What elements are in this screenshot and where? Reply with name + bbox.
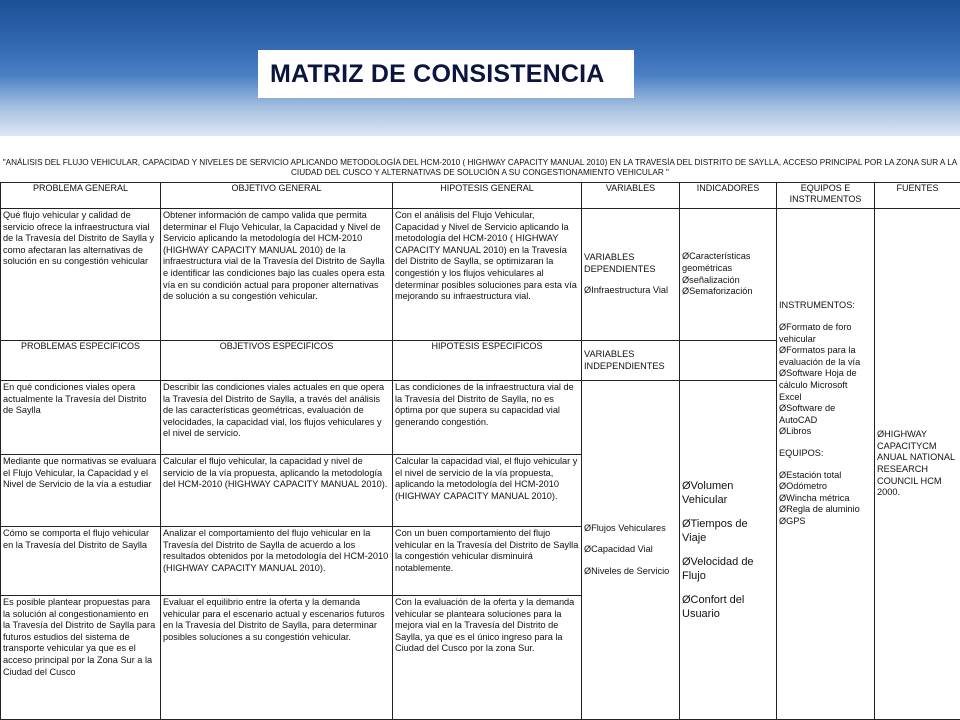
header-objetivos-especificos: OBJETIVOS ESPECIFICOS [161,341,393,381]
spec-problema: En qué condiciones viales opera actualmente la Travesía del Distrito de Saylla [1,381,161,455]
header-problema: PROBLEMA GENERAL [1,183,161,209]
equip-item: ØEstación total [779,469,842,480]
page-title: MATRIZ DE CONSISTENCIA [270,60,605,88]
header-var-indep: VARIABLES INDEPENDIENTES [582,341,680,381]
instr-item: ØSoftware de AutoCAD [779,403,836,425]
header-problemas-especificos: PROBLEMAS ESPECIFICOS [1,341,161,381]
spec-objetivo: Describir las condiciones viales actuales en que opera la Travesía del Distrito de Saylla, a través del análisis de las características geométricas, evaluación de velocidades, la capacidad vial, los flujos vehiculares y el nivel de servicio. [161,381,393,455]
instr-item: ØLibros [779,426,812,437]
spec-hipotesis: Las condiciones de la infraestructura vial de la Travesía del Distrito de Saylla, no es óptima por que supera su capacidad vial generando congestión. [393,381,582,455]
subtitle: "ANÁLISIS DEL FLUJO VEHICULAR, CAPACIDAD Y NIVELES DE SERVICIO APLICANDO METODOLOGÍA DEL HCM-2010 ( HIGHWAY CAPACITY MANUAL 2010) EN LA TRAVESÍA DEL DISTRITO DE SAYLLA, ACCESO PRINCIPAL POR LA ZONA SUR A LA CIUDAD DEL CUSCO Y ALTERNATIVAS DE SOLUCIÓN A SU CONGESTIONAMIENTO VEHICULAR " [2,158,958,177]
spec-objetivo: Calcular el flujo vehicular, la capacidad y nivel de servicio de la vía propuesta, aplicando la metodología del HCM-2010 (HIGHWAY CAPACITY MANUAL 2010). [161,455,393,527]
indicador-item: Øseñalización [682,274,740,285]
instr-item: ØFormato de foro vehicular [779,322,852,344]
fuentes-cell: ØHIGHWAY CAPACITYCM ANUAL NATIONAL RESEARCH COUNCIL HCM 2000. [875,209,960,720]
spec-indicador-item: ØTiempos de Viaje [682,518,748,544]
header-row [1,183,960,209]
general-row [1,209,960,341]
spec-problema: Es posible plantear propuestas para la solución al congestionamiento en la Travesía del Distrito de Saylla para futuros estudios del sistema de transporte vehicular ya que es el acceso principal por la Zona Sur a la Ciudad del Cusco [1,596,161,720]
spec-objetivo: Evaluar el equilibrio entre la oferta y la demanda vehicular para el escenario actual y escenarios futuros en la Travesía del Distrito de Saylla, para determinar posibles soluciones a su congestión vehicular. [161,596,393,720]
header-variables: VARIABLES [582,183,680,209]
spec-objetivo: Analizar el comportamiento del flujo vehicular en la Travesía del Distrito de Saylla de acuerdo a los resultados obtenidos por la metodología del HCM-2010 (HIGHWAY CAPACITY MANUAL 2010). [161,527,393,596]
var-dep-title: VARIABLES DEPENDIENTES [584,252,656,274]
spec-indicador-item: ØConfort del Usuario [682,594,745,620]
instr-item: ØSoftware Hoja de cálculo Microsoft Excel [779,368,857,402]
spec-variables [582,381,680,720]
equip-item: ØOdómetro [779,481,827,492]
header-indicadores: INDICADORES [680,183,777,209]
spec-hipotesis: Con un buen comportamiento del flujo vehicular en la Travesía del Distrito de Saylla la congestión vehicular disminuirá notablemente. [393,527,582,596]
general-indicadores [680,209,777,341]
header-hipotesis-especificos: HIPOTESIS ESPECIFICOS [393,341,582,381]
general-hipotesis: Con el análisis del Flujo Vehicular, Capacidad y Nivel de Servicio aplicando la metodología del HCM-2010 ( HIGHWAY CAPACITY MANUAL 2010) en la Travesía del Distrito de Saylla, se optimizaran la congestión y los flujos vehiculares al determinar posibles soluciones para esta vía mejorando su infraestructura vial. [393,209,582,341]
equipos-cell [777,209,875,720]
spec-hipotesis: Calcular la capacidad vial, el flujo vehicular y el nivel de servicio de la vía propuesta, aplicando la metodología del HCM-2010 (HIGHWAY CAPACITY MANUAL 2010). [393,455,582,527]
equip-item: ØWincha métrica [779,492,850,503]
indicador-item: ØSemaforización [682,286,753,297]
indicador-item: ØCaracterísticas geométricas [682,251,751,273]
header-objetivo: OBJETIVO GENERAL [161,183,393,209]
spec-indicadores [680,381,777,720]
general-problema: Qué flujo vehicular y calidad de servicio ofrece la infraestructura vial de la Travesía del Distrito de Saylla y como afectaran las alternativas de solución en su congestión vehicular [1,209,161,341]
spec-var-item: ØCapacidad Vial [584,544,653,555]
header-fuentes: FUENTES [875,183,960,209]
var-dep-item: ØInfraestructura Vial [584,285,669,296]
title-box [258,50,634,98]
spec-var-item: ØNiveles de Servicio [584,565,670,576]
header-hipotesis: HIPOTESIS GENERAL [393,183,582,209]
spec-problema: Mediante que normativas se evaluara el Flujo Vehicular, la Capacidad y el Nivel de Servicio de la vía a estudiar [1,455,161,527]
header-equipos: EQUIPOS E INSTRUMENTOS [777,183,875,209]
spec-hipotesis: Con la evaluación de la oferta y la demanda vehicular se planteara soluciones para la mejora vial en la Travesía del Distrito de Saylla, ya que es el único ingreso para la Ciudad del Cusco por la zona Sur. [393,596,582,720]
equip-title: EQUIPOS: [779,447,824,458]
instr-item: ØFormatos para la evaluación de la vía [779,345,861,367]
instr-title: INSTRUMENTOS: [779,300,855,311]
spec-indicador-item: ØVolumen Vehicular [682,480,734,506]
consistency-matrix [0,182,960,720]
general-objetivo: Obtener información de campo valida que permita determinar el Flujo Vehicular, la Capacidad y Nivel de Servicio aplicando la metodología del HCM-2010 (HIGHWAY CAPACITY MANUAL 2010) de la infraestructura vial de la Travesía del Distrito de Saylla e identificar las condiciones bajo las cuales opera esta vía en su condición actual para proponer alternativas de solución a su congestión vehicular. [161,209,393,341]
spec-var-item: ØFlujos Vehiculares [584,522,666,533]
general-variables [582,209,680,341]
spec-problema: Cómo se comporta el flujo vehicular en la Travesía del Distrito de Saylla [1,527,161,596]
equip-item: ØGPS [779,515,806,526]
spec-indicador-item: ØVelocidad de Flujo [682,556,754,582]
equip-item: ØRegla de aluminio [779,504,860,515]
